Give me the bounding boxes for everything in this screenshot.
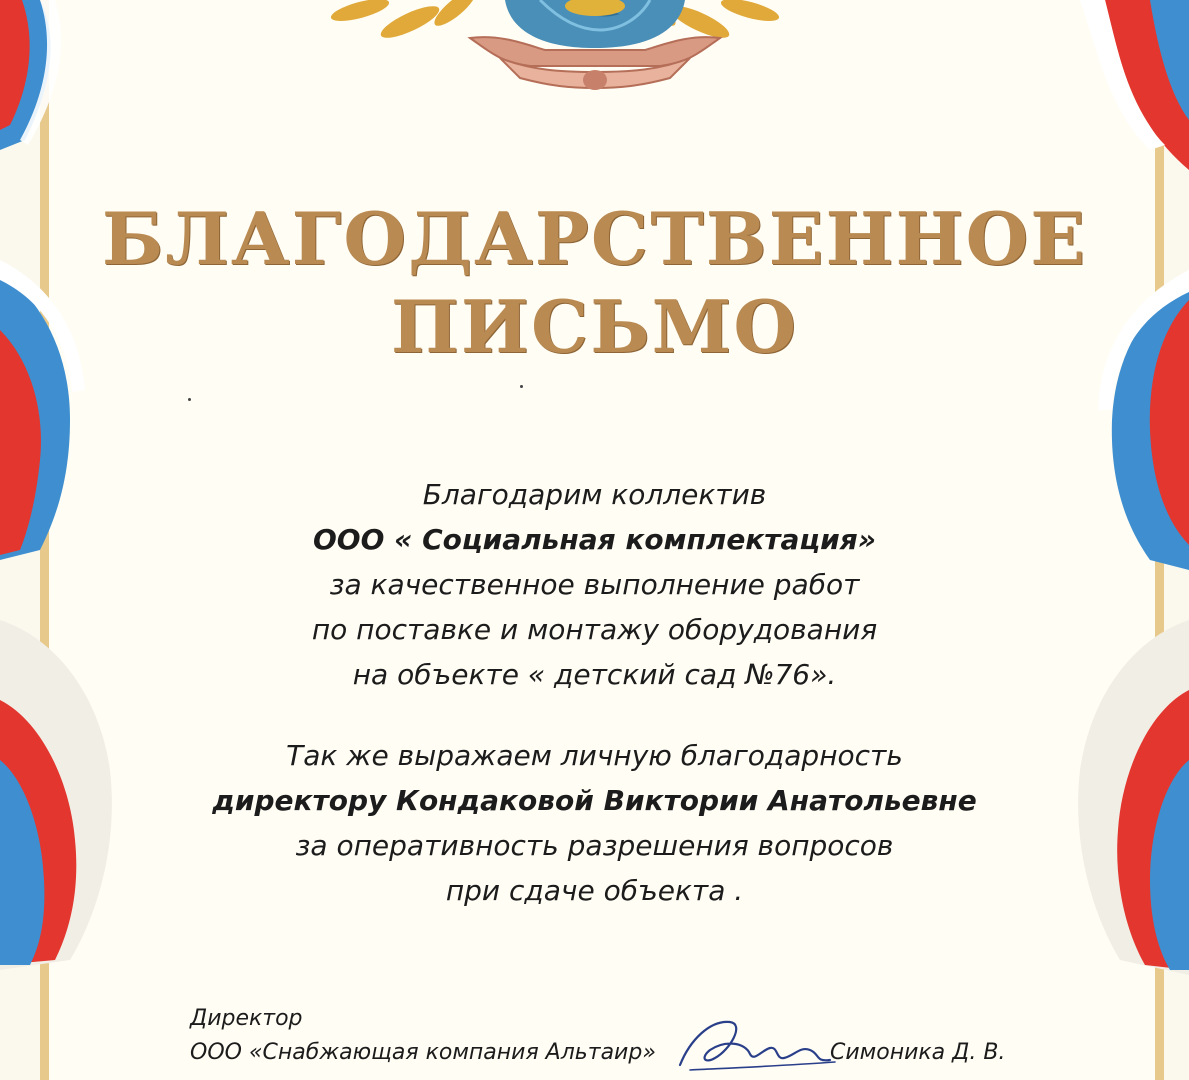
paragraph1-line3: за качественное выполнение работ xyxy=(329,568,860,601)
laurel-left-icon xyxy=(329,0,480,44)
signatory-position: Директор xyxy=(190,1006,303,1031)
letter-title-line1: БЛАГОДАРСТВЕННОЕ xyxy=(101,196,1088,281)
thanks-paragraph-2 xyxy=(0,733,1189,913)
director-name: директору Кондаковой Виктории Анатольевне xyxy=(212,784,977,817)
scan-speck xyxy=(520,385,523,388)
paragraph2-line3: за оперативность разрешения вопросов xyxy=(295,829,894,862)
paragraph1-line4: по поставке и монтажу оборудования xyxy=(311,613,878,646)
company-name: ООО « Социальная комплектация» xyxy=(313,523,876,556)
paragraph1-line5: на объекте « детский сад №76». xyxy=(352,658,837,691)
handwritten-signature xyxy=(670,1010,840,1080)
scan-speck xyxy=(188,398,191,401)
letter-title-line2: ПИСЬМО xyxy=(390,284,799,369)
paragraph1-line1: Благодарим коллектив xyxy=(422,478,767,511)
globe-emblem xyxy=(0,0,1189,110)
signatory-block xyxy=(190,1002,656,1070)
signatory-organization: ООО «Снабжающая компания Альтаир» xyxy=(190,1040,656,1065)
thanks-paragraph-1 xyxy=(0,472,1189,697)
globe-icon xyxy=(505,0,685,48)
paragraph2-line1: Так же выражаем личную благодарность xyxy=(286,739,903,772)
paragraph2-line4: при сдаче объекта . xyxy=(445,874,744,907)
signatory-name: Симоника Д. В. xyxy=(830,1040,1006,1065)
